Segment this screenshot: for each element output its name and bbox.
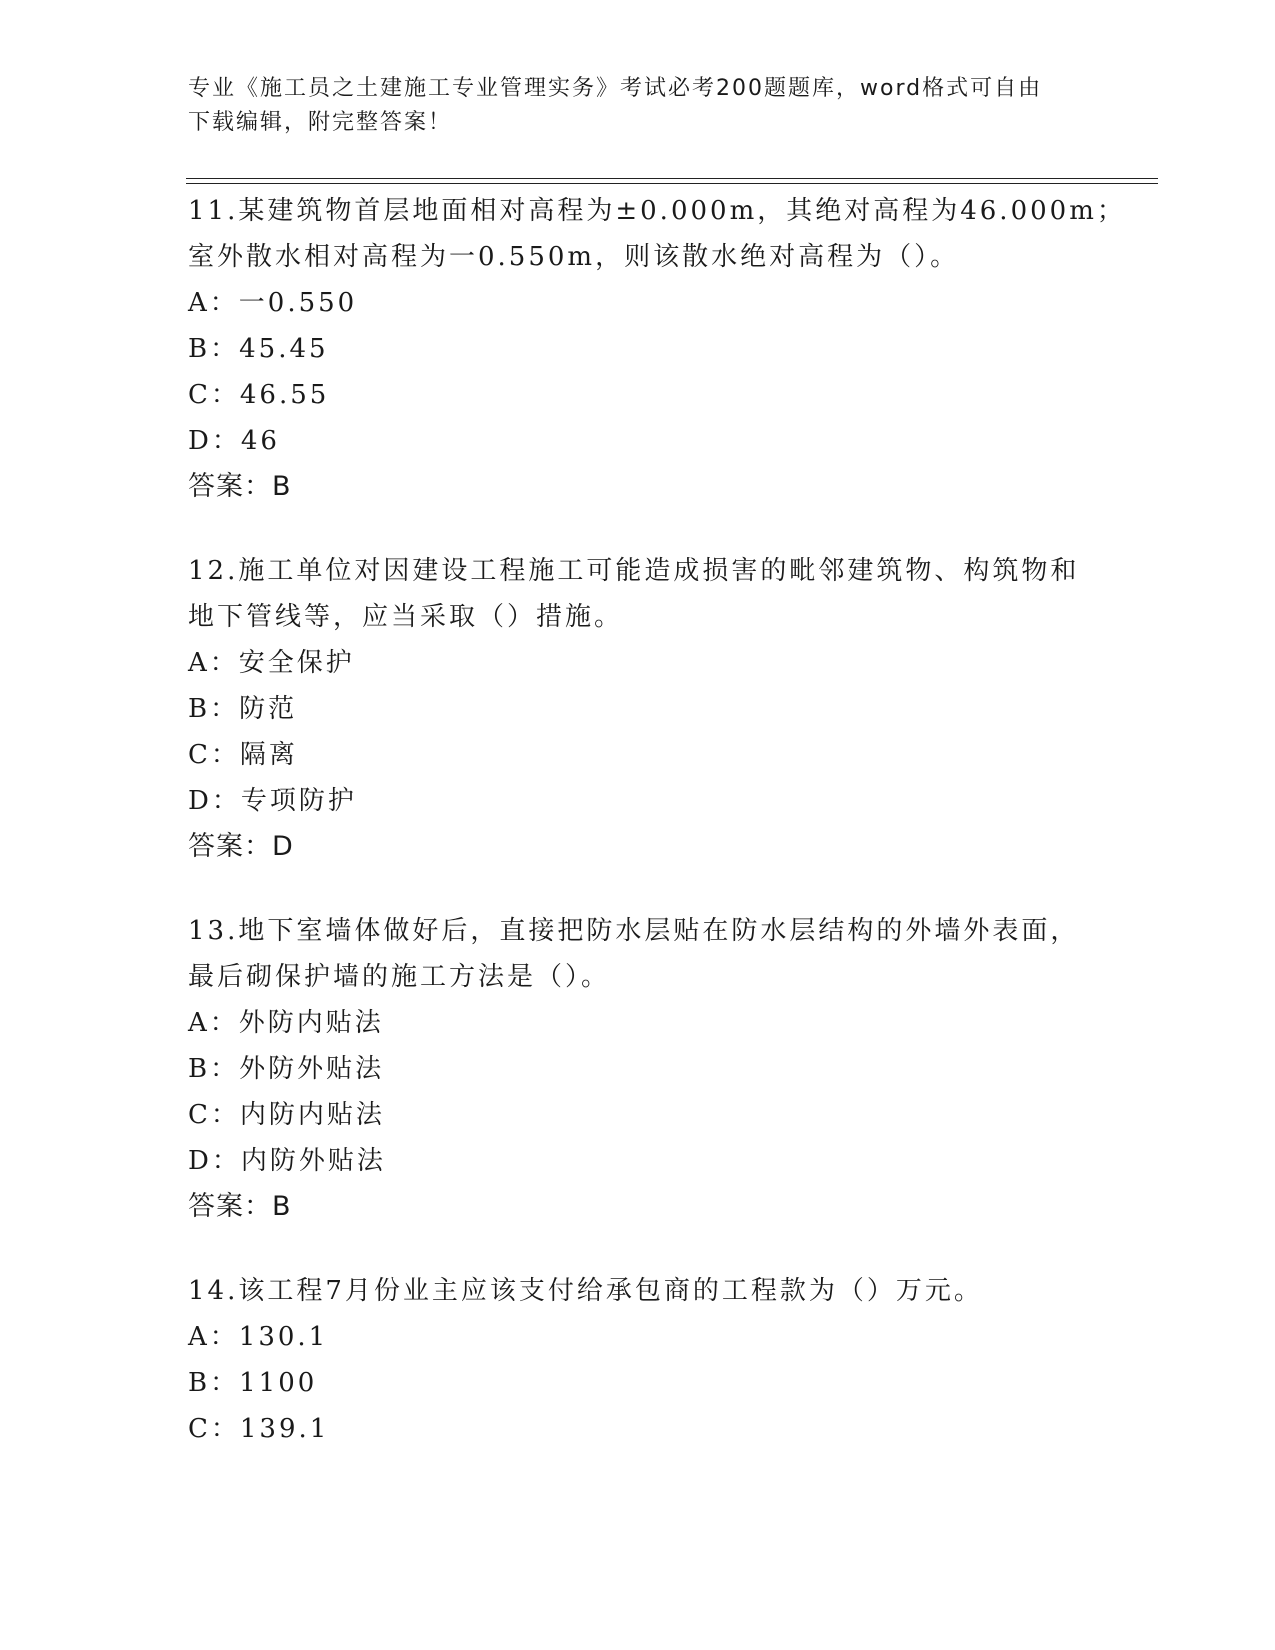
question-block [188, 1268, 1148, 1452]
option-a: A：一0.550 [188, 288, 358, 318]
option-b: B：1100 [188, 1368, 318, 1398]
question-block [188, 548, 1148, 870]
header-line-2: 下载编辑，附完整答案！ [188, 110, 453, 135]
option-c: C：46.55 [188, 380, 330, 410]
option-d: D：内防外贴法 [188, 1146, 386, 1176]
option-a: A：安全保护 [188, 648, 355, 678]
option-c: C：隔离 [188, 740, 298, 770]
question-text: 12.施工单位对因建设工程施工可能造成损害的毗邻建筑物、构筑物和 [188, 556, 1080, 586]
header-divider-top [186, 178, 1158, 179]
option-a: A：130.1 [188, 1322, 329, 1352]
question-text: 13.地下室墙体做好后，直接把防水层贴在防水层结构的外墙外表面， [188, 916, 1080, 946]
option-a: A：外防内贴法 [188, 1008, 384, 1038]
answer-text: 答案：B [188, 1191, 292, 1222]
question-block [188, 188, 1148, 510]
question-text: 11.某建筑物首层地面相对高程为±0.000m，其绝对高程为46.000m； [188, 196, 1126, 226]
answer-text: 答案：D [188, 831, 294, 862]
question-text: 最后砌保护墙的施工方法是（）。 [188, 962, 611, 992]
option-d: D：46 [188, 426, 280, 456]
question-text: 地下管线等，应当采取（）措施。 [188, 602, 624, 632]
document-header [188, 72, 1088, 140]
option-c: C：139.1 [188, 1414, 330, 1444]
header-line-1: 专业《施工员之土建施工专业管理实务》考试必考200题题库，word格式可自由 [188, 76, 1043, 101]
question-text: 14.该工程7月份业主应该支付给承包商的工程款为（）万元。 [188, 1276, 983, 1306]
option-d: D：专项防护 [188, 786, 357, 816]
question-block [188, 908, 1148, 1230]
answer-text: 答案：B [188, 471, 292, 502]
option-b: B：防范 [188, 694, 298, 724]
option-b: B：45.45 [188, 334, 329, 364]
question-text: 室外散水相对高程为一0.550m，则该散水绝对高程为（）。 [188, 242, 960, 272]
option-c: C：内防内贴法 [188, 1100, 385, 1130]
question-list [188, 188, 1148, 1490]
header-divider-bottom [186, 183, 1158, 184]
option-b: B：外防外贴法 [188, 1054, 385, 1084]
